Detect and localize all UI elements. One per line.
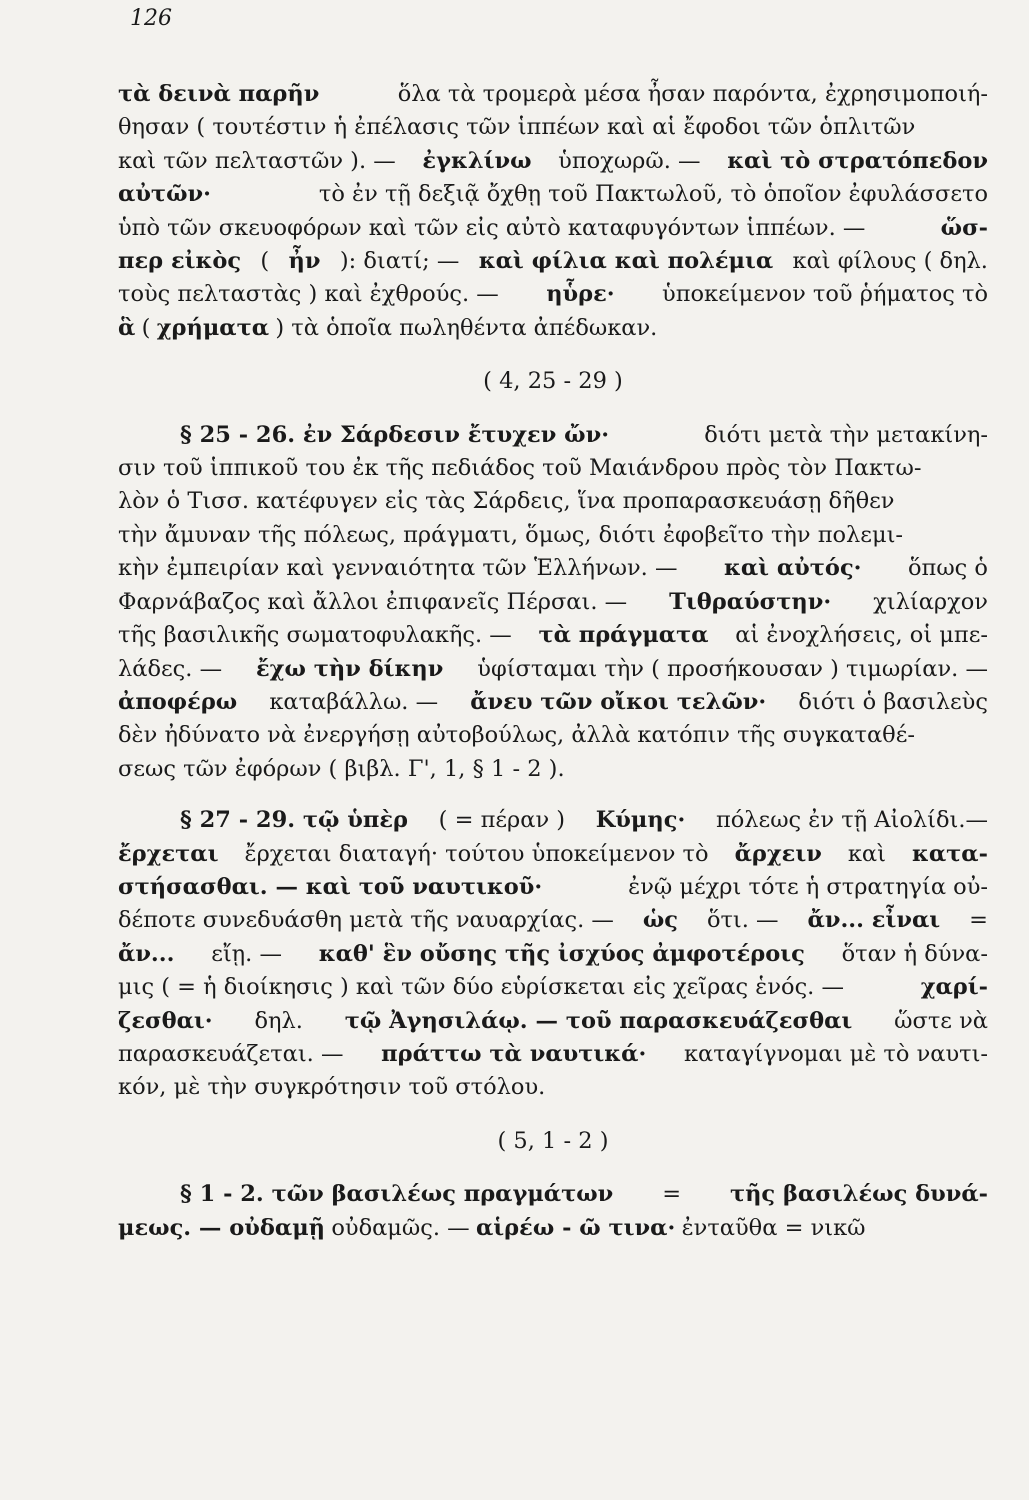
bold-lemma: § 25 - 26. ἐν Σάρδεσιν ἔτυχεν ὤν· [180, 421, 610, 448]
bold-lemma: μεως. — οὐδαμῇ [118, 1214, 326, 1241]
paragraph-4 [118, 1178, 988, 1245]
text-line [118, 312, 988, 345]
text-line [118, 145, 988, 178]
text-line [118, 719, 988, 752]
gloss-text: διότι ὁ βασιλεὺς [798, 688, 988, 715]
gloss-text: = [969, 907, 988, 934]
bold-lemma: ἔχω τὴν δίκην [255, 655, 444, 682]
gloss-text: τοὺς πελταστὰς ) καὶ ἐχθρούς. — [118, 281, 499, 308]
page-number: 126 [130, 6, 172, 31]
gloss-text: καὶ τῶν πελταστῶν ). — [118, 147, 396, 174]
bold-lemma: ἀποφέρω [118, 688, 238, 715]
text-line [118, 586, 988, 619]
bold-lemma: κατα- [911, 840, 988, 867]
gloss-text: οὐδαμῶς. — [331, 1214, 470, 1241]
gloss-text: διότι μετὰ τὴν μετακίνη- [704, 421, 988, 448]
section-reference-1: ( 4, 25 - 29 ) [483, 368, 623, 395]
gloss-text: ( [141, 314, 151, 341]
text-line [118, 111, 988, 144]
gloss-text: ( [260, 248, 270, 275]
bold-lemma: ἄνευ τῶν οἴκοι τελῶν· [470, 688, 767, 715]
gloss-text: μις ( = ἡ διοίκησις ) καὶ τῶν δύο εὑρίσκεται εἰς χεῖρας ἑνός. — [118, 974, 844, 1001]
gloss-text: Φαρνάβαζος καὶ ἄλλοι ἐπιφανεῖς Πέρσαι. — [118, 588, 628, 615]
gloss-text: δὲν ἠδύνατο νὰ ἐνεργήσῃ αὐτοβούλως, ἀλλὰ κατόπιν τῆς συγκαταθέ- [118, 722, 915, 749]
gloss-text: δέποτε συνεδυάσθη μετὰ τῆς ναυαρχίας. — [118, 907, 614, 934]
text-line [118, 485, 988, 518]
bold-lemma: τὰ δεινὰ παρῆν [118, 81, 320, 107]
text-line [118, 1212, 988, 1245]
gloss-text: κόν, μὲ τὴν συγκρότησιν τοῦ στόλου. [118, 1074, 546, 1101]
text-line [118, 1178, 988, 1211]
gloss-text: κὴν ἐμπειρίαν καὶ γενναιότητα τῶν Ἑλλήνων. — [118, 555, 678, 582]
gloss-text: εἴῃ. — [211, 940, 282, 967]
text-line [118, 245, 988, 278]
bold-lemma: καὶ φίλια καὶ πολέμια [478, 248, 774, 275]
bold-lemma: § 27 - 29. τῷ ὑπὲρ [180, 807, 409, 834]
gloss-text: θησαν ( τουτέστιν ἡ ἐπέλασις τῶν ἱππέων καὶ αἱ ἔφοδοι τῶν ὁπλιτῶν [118, 114, 916, 141]
gloss-text: ὥστε νὰ [894, 1007, 988, 1034]
gloss-text: πόλεως ἐν τῇ Αἰολίδι.— [715, 807, 988, 834]
gloss-text: = [662, 1181, 682, 1208]
bold-lemma: ζεσθαι· [118, 1007, 213, 1034]
bold-lemma: Τιθραύστην· [669, 588, 832, 615]
gloss-text: λὸν ὁ Τισσ. κατέφυγεν εἰς τὰς Σάρδεις, ἵνα προπαρασκευάσῃ δῆθεν [118, 488, 895, 515]
gloss-text: τῆς βασιλικῆς σωματοφυλακῆς. — [118, 622, 512, 649]
bold-lemma: χρήματα [156, 314, 270, 341]
gloss-text: σεως τῶν ἐφόρων ( βιβλ. Γ', 1, § 1 - 2 ). [118, 755, 565, 782]
gloss-text: ὅταν ἡ δύνα- [841, 940, 988, 967]
page-text [118, 78, 988, 1245]
bold-lemma: ἐγκλίνω [422, 147, 532, 174]
gloss-text: ὑποχωρῶ. — [558, 147, 701, 174]
bold-lemma: Κύμης· [595, 807, 686, 834]
gloss-text: ὅτι. — [706, 907, 779, 934]
gloss-text: ὑποκείμενον τοῦ ῥήματος τὸ [662, 281, 988, 308]
gloss-text: ὑφίσταμαι τὴν ( προσήκουσαν ) τιμωρίαν. — [477, 655, 988, 682]
gloss-text: τὸ ἐν τῇ δεξιᾷ ὄχθῃ τοῦ Πακτωλοῦ, τὸ ὁποῖον ἐφυλάσσετο [318, 181, 988, 208]
bold-lemma: αὐτῶν· [118, 181, 211, 208]
bold-lemma: ὡς [642, 907, 678, 934]
gloss-text: ὅλα τὰ τρομερὰ μέσα ἦσαν παρόντα, ἐχρησιμοποιή- [397, 81, 988, 107]
bold-lemma: καὶ τὸ στρατόπεδον [727, 147, 988, 174]
bold-lemma: ἔρχεται [118, 840, 219, 867]
text-line [118, 552, 988, 585]
text-line [118, 419, 988, 452]
gloss-text: σιν τοῦ ἱππικοῦ του ἐκ τῆς πεδιάδος τοῦ Μαιάνδρου πρὸς τὸν Πακτω- [118, 455, 922, 482]
bold-lemma: ἃ [118, 314, 136, 341]
text-line [118, 938, 988, 971]
bold-lemma: ἄν... εἶναι [807, 907, 941, 934]
bold-lemma: τῆς βασιλέως δυνά- [729, 1181, 988, 1208]
paragraph-1 [118, 78, 988, 345]
text-line [118, 838, 988, 871]
bold-lemma: τῷ Ἀγησιλάῳ. — τοῦ παρασκευάζεσθαι [344, 1007, 853, 1034]
gloss-text: λάδες. — [118, 655, 223, 682]
gloss-text: καταγίγνομαι μὲ τὸ ναυτι- [683, 1040, 988, 1067]
bold-lemma: καὶ αὐτός· [723, 555, 862, 582]
bold-lemma: § 1 - 2. τῶν βασιλέως πραγμάτων [180, 1181, 614, 1208]
bold-lemma: στήσασθαι. — καὶ τοῦ ναυτικοῦ· [118, 873, 543, 900]
text-line [118, 686, 988, 719]
text-line [118, 1071, 988, 1104]
bold-lemma: ὥσ- [940, 214, 988, 241]
gloss-text: αἱ ἐνοχλήσεις, οἱ μπε- [735, 622, 988, 649]
bold-lemma: χαρί- [920, 974, 988, 1001]
text-line [118, 519, 988, 552]
text-line [118, 904, 988, 937]
section-reference-2: ( 5, 1 - 2 ) [497, 1127, 609, 1154]
gloss-text: ἐνῷ μέχρι τότε ἡ στρατηγία οὐ- [628, 873, 988, 900]
gloss-text: καὶ [847, 840, 886, 867]
bold-lemma: ηὗρε· [546, 281, 615, 308]
bold-lemma: αἱρέω - ῶ τινα· [475, 1214, 676, 1241]
bold-lemma: ἦν [288, 248, 321, 275]
text-line [118, 452, 988, 485]
paragraph-3 [118, 804, 988, 1105]
text-line [118, 653, 988, 686]
text-line [118, 1038, 988, 1071]
paragraph-2 [118, 419, 988, 786]
text-line [118, 178, 988, 211]
text-line [118, 212, 988, 245]
gloss-text: ὑπὸ τῶν σκευοφόρων καὶ τῶν εἰς αὐτὸ καταφυγόντων ἱππέων. — [118, 214, 866, 241]
gloss-text: δηλ. [254, 1007, 303, 1034]
text-line [118, 971, 988, 1004]
bold-lemma: περ εἰκὸς [118, 248, 242, 275]
bold-lemma: πράττω τὰ ναυτικά· [381, 1040, 647, 1067]
text-line [118, 1005, 988, 1038]
gloss-text: ἔρχεται διαταγή· τούτου ὑποκείμενον τὸ [244, 840, 709, 867]
bold-lemma: καθ' ἓν οὔσης τῆς ἰσχύος ἀμφοτέροις [318, 940, 805, 967]
gloss-text: παρασκευάζεται. — [118, 1040, 344, 1067]
gloss-text: τὴν ἄμυναν τῆς πόλεως, πράγματι, ὅμως, διότι ἐφοβεῖτο τὴν πολεμι- [118, 521, 904, 548]
gloss-text: ): διατί; — [339, 248, 460, 275]
text-line [118, 78, 988, 111]
gloss-text: χιλίαρχον [873, 588, 988, 615]
bold-lemma: ἄν... [118, 940, 175, 967]
bold-lemma: ἄρχειν [734, 840, 822, 867]
text-line [118, 753, 988, 786]
gloss-text: ἐνταῦθα = νικῶ [681, 1214, 866, 1241]
gloss-text: καὶ φίλους ( δηλ. [792, 248, 988, 275]
text-line [118, 278, 988, 311]
text-line [118, 804, 988, 837]
gloss-text: ) τὰ ὁποῖα πωληθέντα ἀπέδωκαν. [275, 314, 658, 341]
text-line [118, 871, 988, 904]
bold-lemma: τὰ πράγματα [538, 622, 709, 649]
text-line [118, 619, 988, 652]
gloss-text: ( = πέραν ) [438, 807, 566, 834]
gloss-text: καταβάλλω. — [269, 688, 439, 715]
gloss-text: ὅπως ὁ [908, 555, 988, 582]
